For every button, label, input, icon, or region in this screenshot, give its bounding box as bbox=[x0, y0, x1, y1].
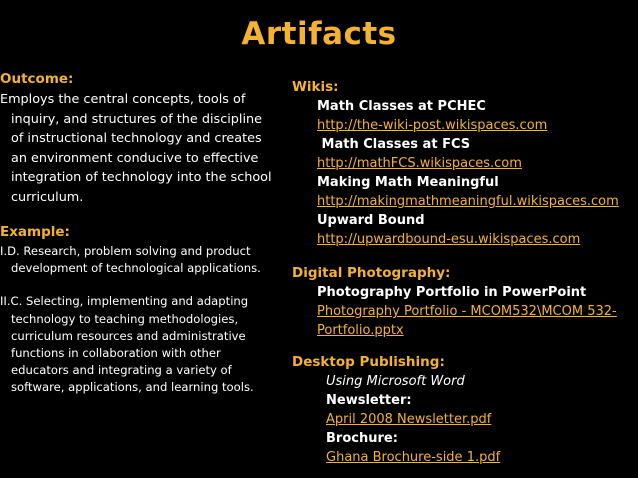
brochure-label: Brochure: bbox=[326, 431, 398, 446]
outcome-text: Employs the central concepts, tools of inquiry, and structures of the discipline of instructional technology and creates an environment conducive to effective integration of technology into the school curriculum. bbox=[0, 92, 272, 205]
wikis-heading: Wikis: bbox=[292, 79, 339, 95]
example-heading: Example: bbox=[0, 224, 70, 240]
outcome-heading: Outcome: bbox=[0, 71, 74, 87]
wiki-label: Math Classes at PCHEC bbox=[317, 99, 486, 114]
newsletter-link[interactable]: April 2008 Newsletter.pdf bbox=[326, 412, 492, 427]
wiki-link[interactable]: http://makingmathmeaningful.wikispaces.com bbox=[317, 194, 619, 209]
wiki-label: Making Math Meaningful bbox=[317, 175, 499, 190]
wiki-link[interactable]: http://the-wiki-post.wikispaces.com bbox=[317, 118, 548, 133]
wiki-label: Math Classes at FCS bbox=[317, 137, 471, 152]
right-column bbox=[290, 78, 638, 467]
photography-heading: Digital Photography: bbox=[292, 265, 451, 281]
slide-title: Artifacts bbox=[241, 16, 397, 52]
newsletter-label: Newsletter: bbox=[326, 393, 412, 408]
wiki-link[interactable]: http://mathFCS.wikispaces.com bbox=[317, 156, 522, 171]
example-item-2: II.C. Selecting, implementing and adapting technology to teaching methodologies, curriculum resources and administrative functions in collaboration with other educators and integrating a variety of software, applications, and learning tools. bbox=[0, 294, 254, 395]
wiki-link[interactable]: http://upwardbound-esu.wikispaces.com bbox=[317, 232, 581, 247]
desktop-tool-text: Using Microsoft Word bbox=[326, 374, 465, 389]
left-column bbox=[0, 70, 272, 397]
photography-link[interactable]: Photography Portfolio - MCOM532\MCOM 532-Portfolio.pptx bbox=[317, 304, 617, 338]
example-item-1: I.D. Research, problem solving and product development of technological applications. bbox=[0, 244, 261, 276]
wiki-label: Upward Bound bbox=[317, 213, 425, 228]
photography-label: Photography Portfolio in PowerPoint bbox=[317, 285, 587, 300]
desktop-publishing-heading: Desktop Publishing: bbox=[292, 354, 445, 370]
brochure-link[interactable]: Ghana Brochure-side 1.pdf bbox=[326, 450, 501, 465]
